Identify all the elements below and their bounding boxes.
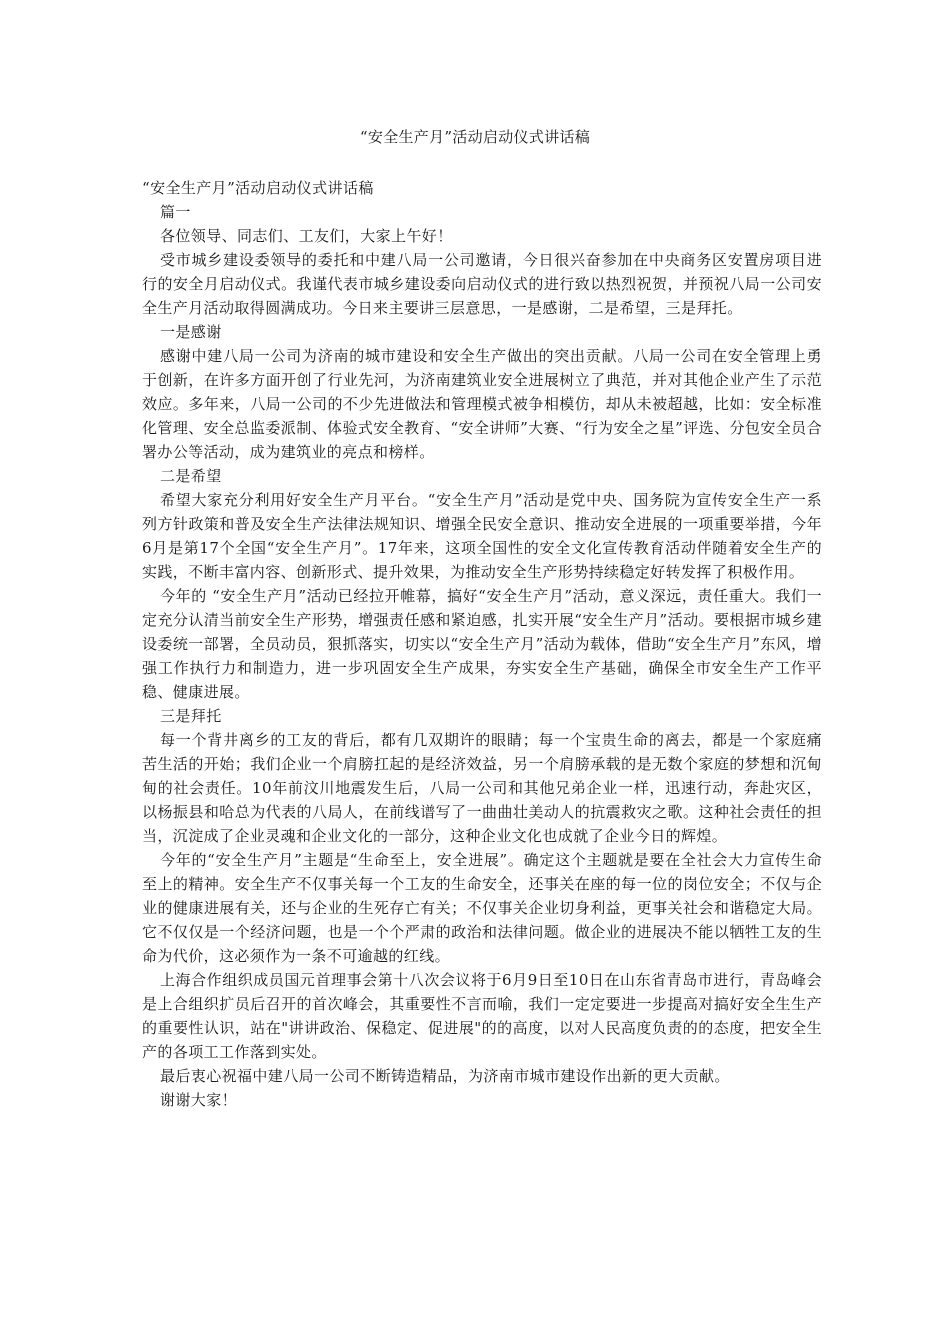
- paragraph-hope-2: 今年的 “安全生产月”活动已经拉开帷幕，搞好“安全生产月”活动，意义深远，责任重大。我们一定充分认清当前安全生产形势，增强责任感和紧迫感，扎实开展“安全生产月”活动。要根据市城乡建设委统一部署，全员动员，狠抓落实，切实以“安全生产月”活动为载体，借助“安全生产月”东风，增强工作执行力和制造力，进一步巩固安全生产成果，夯实安全生产基础，确保全市安全生产工作平稳、健康进展。: [142, 587, 822, 701]
- paragraph-entrust-3: 上海合作组织成员国元首理事会第十八次会议将于6月9日至10日在山东省青岛市进行，青岛峰会是上合组织扩员后召开的首次峰会，其重要性不言而喻，我们一定定要进一步提高对搞好安全生生产的重要性认识，站在"讲讲政治、保稳定、促进展"的的高度，以对人民高度负责的的态度，把安全生产的各项工工作落到实处。: [142, 971, 822, 1061]
- paragraph-closing: 最后衷心祝福中建八局一公司不断铸造精品，为济南市城市建设作出新的更大贡献。: [160, 1067, 730, 1085]
- paragraph-intro: 受市城乡建设委领导的委托和中建八局一公司邀请，今日很兴奋参加在中央商务区安置房项目进行的安全月启动仪式。我谨代表市城乡建设委向启动仪式的进行致以热烈祝贺，并预祝八局一公司安全生产月活动取得圆满成功。今日来主要讲三层意思，一是感谢，二是希望，三是拜托。: [142, 251, 822, 317]
- paragraph-thanks-all: 谢谢大家！: [160, 1091, 238, 1109]
- paragraph-thanks: 感谢中建八局一公司为济南的城市建设和安全生产做出的突出贡献。八局一公司在安全管理上勇于创新，在许多方面开创了行业先河，为济南建筑业安全进展树立了典范，并对其他企业产生了示范效应。多年来，八局一公司的不少先进做法和管理模式被争相模仿，却从未被超越，比如：安全标准化管理、安全总监委派制、体验式安全教育、“安全讲师”大赛、“行为安全之星”评选、分包安全员合署办公等活动，成为建筑业的亮点和榜样。: [142, 347, 822, 461]
- paragraph-entrust-2: 今年的“安全生产月”主题是“生命至上，安全进展”。确定这个主题就是要在全社会大力宣传生命至上的精神。安全生产不仅事关每一个工友的生命安全，还事关在座的每一位的岗位安全；不仅与企业的健康进展有关，还与企业的生死存亡有关；不仅事关企业切身利益，更事关社会和谐稳定大局。它不仅仅是一个经济问题，也是一个个严肃的政治和法律问题。做企业的进展决不能以牺牲工友的生命为代价，这必须作为一条不可逾越的红线。: [142, 851, 822, 965]
- section-label: 篇一: [160, 203, 191, 221]
- greeting: 各位领导、同志们、工友们，大家上午好！: [160, 227, 453, 245]
- paragraph-hope-1: 希望大家充分利用好安全生产月平台。“安全生产月”活动是党中央、国务院为宣传安全生产一系列方针政策和普及安全生产法律法规知识、增强全民安全意识、推动安全进展的一项重要举措，今年6月是第17个全国“安全生产月”。17年来，这项全国性的安全文化宣传教育活动伴随着安全生产的实践，不断丰富内容、创新形式、提升效果，为推动安全生产形势持续稳定好转发挥了积极作用。: [142, 491, 822, 581]
- document-body: [142, 176, 822, 1112]
- heading-hope: 二是希望: [160, 467, 222, 485]
- document-subtitle: “安全生产月”活动启动仪式讲话稿: [142, 179, 374, 197]
- paragraph-entrust-1: 每一个背井离乡的工友的背后，都有几双期许的眼睛；每一个宝贵生命的离去，都是一个家庭痛苦生活的开始；我们企业一个肩膀扛起的是经济效益，另一个肩膀承载的是无数个家庭的梦想和沉甸甸的社会责任。10年前汶川地震发生后，八局一公司和其他兄弟企业一样，迅速行动，奔赴灾区，以杨振县和哈总为代表的八局人，在前线谱写了一曲曲壮美动人的抗震救灾之歌。这种社会责任的担当，沉淀成了企业灵魂和企业文化的一部分，这种企业文化也成就了企业今日的辉煌。: [142, 731, 822, 845]
- document-title: “安全生产月”活动启动仪式讲话稿: [359, 128, 591, 146]
- heading-thanks: 一是感谢: [160, 323, 222, 341]
- heading-entrust: 三是拜托: [160, 707, 222, 725]
